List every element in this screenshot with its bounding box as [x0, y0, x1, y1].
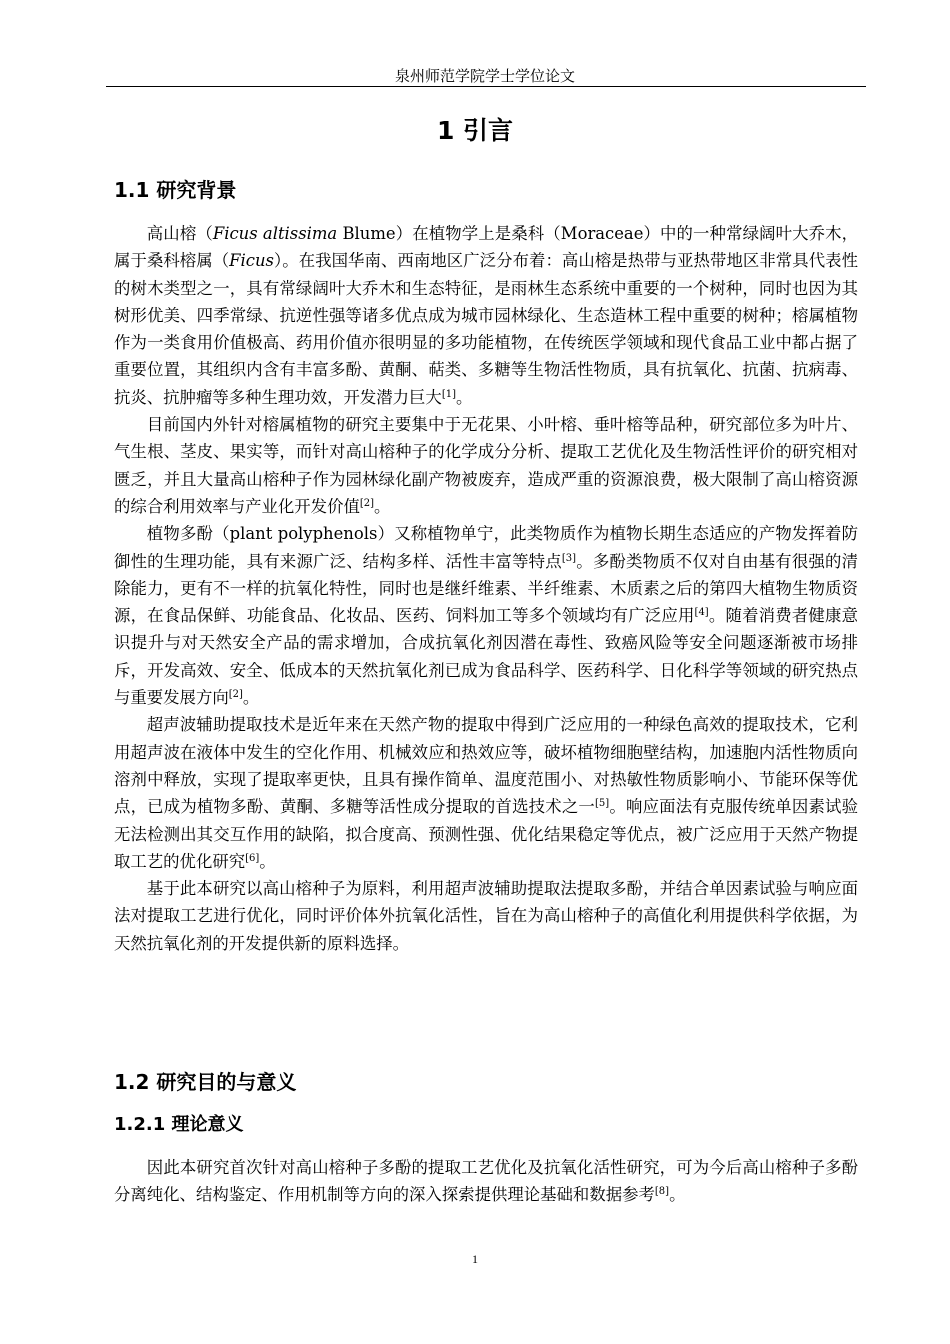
citation: [2]: [228, 689, 243, 701]
section-1-2-1-body: [114, 1154, 858, 1209]
running-header: 泉州师范学院学士学位论文: [394, 67, 575, 85]
paragraph-4: 超声波辅助提取技术是近年来在天然产物的提取中得到广泛应用的一种绿色高效的提取技术，它利用超声波在液体中发生的空化作用、机械效应和热效应等，破坏植物细胞壁结构，加速胞内活性物质向溶剂中释放，实现了提取率更快，且具有操作简单、温度范围小、对热敏性物质影响小、节能环保等优点，已成为植物多酚、黄酮、多糖等活性成分提取的首选技术之一[5]。响应面法有克服传统单因素试验无法检测出其交互作用的缺陷，拟合度高、预测性强、优化结果稳定等优点，被广泛应用于天然产物提取工艺的优化研究[6]。: [114, 715, 859, 871]
section-heading-1-2: 1.2 研究目的与意义: [114, 1070, 297, 1094]
citation: [8]: [654, 1186, 670, 1198]
paragraph-5: 基于此本研究以高山榕种子为原料，利用超声波辅助提取法提取多酚，并结合单因素试验与响应面法对提取工艺进行优化，同时评价体外抗氧化活性，旨在为高山榕种子的高值化利用提供科学依据，为天然抗氧化剂的开发提供新的原料选择。: [114, 879, 858, 953]
chapter-title: 1 引言: [436, 116, 514, 145]
genus-name: Ficus: [229, 251, 274, 271]
citation: [4]: [694, 607, 709, 619]
section-1-1-body: [114, 220, 858, 957]
section-heading-1-2-1: 1.2.1 理论意义: [114, 1114, 244, 1135]
paragraph-6: 因此本研究首次针对高山榕种子多酚的提取工艺优化及抗氧化活性研究，可为今后高山榕种子多酚分离纯化、结构鉴定、作用机制等方向的深入探索提供理论基础和数据参考[8]。: [114, 1158, 858, 1205]
citation: [5]: [595, 798, 610, 810]
page-number: 1: [472, 1252, 478, 1266]
citation: [1]: [441, 388, 456, 400]
citation: [2]: [359, 497, 375, 509]
paragraph-3: 植物多酚（plant polyphenols）又称植物单宁，此类物质作为植物长期生态适应的产物发挥着防御性的生理功能，具有来源广泛、结构多样、活性丰富等特点[3]。多酚类物质不仅对自由基有很强的清除能力，更有不一样的抗氧化特性，同时也是继纤维素、半纤维素、木质素之后的第四大植物生物质资源，在食品保鲜、功能食品、化妆品、医药、饲料加工等多个领域均有广泛应用[4]。随着消费者健康意识提升与对天然安全产品的需求增加，合成抗氧化剂因潜在毒性、致癌风险等安全问题逐渐被市场排斥，开发高效、安全、低成本的天然抗氧化剂已成为食品科学、医药科学、日化科学等领域的研究热点与重要发展方向[2]。: [114, 524, 859, 708]
paragraph-1: 高山榕（Ficus altissima Blume）在植物学上是桑科（Moraceae）中的一种常绿阔叶大乔木，属于桑科榕属（Ficus）。在我国华南、西南地区广泛分布着：高山榕是热带与亚热带地区非常具代表性的树木类型之一，具有常绿阔叶大乔木和生态特征，是雨林生态系统中重要的一个树种，同时也因为其树形优美、四季常绿、抗逆性强等诸多优点成为城市园林绿化、生态造林工程中重要的树种；榕属植物作为一类食用价值极高、药用价值亦很明显的多功能植物，在传统医学领域和现代食品工业中都占据了重要位置，其组织内含有丰富多酚、黄酮、萜类、多糖等生物活性物质，具有抗氧化、抗菌、抗病毒、抗炎、抗肿瘤等多种生理功效，开发潜力巨大[1]。: [114, 224, 859, 407]
citation: [6]: [245, 852, 260, 864]
paragraph-2: 目前国内外针对榕属植物的研究主要集中于无花果、小叶榕、垂叶榕等品种，研究部位多为叶片、气生根、茎皮、果实等，而针对高山榕种子的化学成分分析、提取工艺优化及生物活性评价的研究相对匮乏，并且大量高山榕种子作为园林绿化副产物被废弃，造成严重的资源浪费，极大限制了高山榕资源的综合利用效率与产业化开发价值[2]。: [114, 415, 858, 516]
section-heading-1-1: 1.1 研究背景: [114, 178, 237, 202]
header-rule: [106, 86, 866, 87]
scientific-name: Ficus altissima: [212, 224, 338, 243]
citation: [3]: [561, 552, 577, 564]
